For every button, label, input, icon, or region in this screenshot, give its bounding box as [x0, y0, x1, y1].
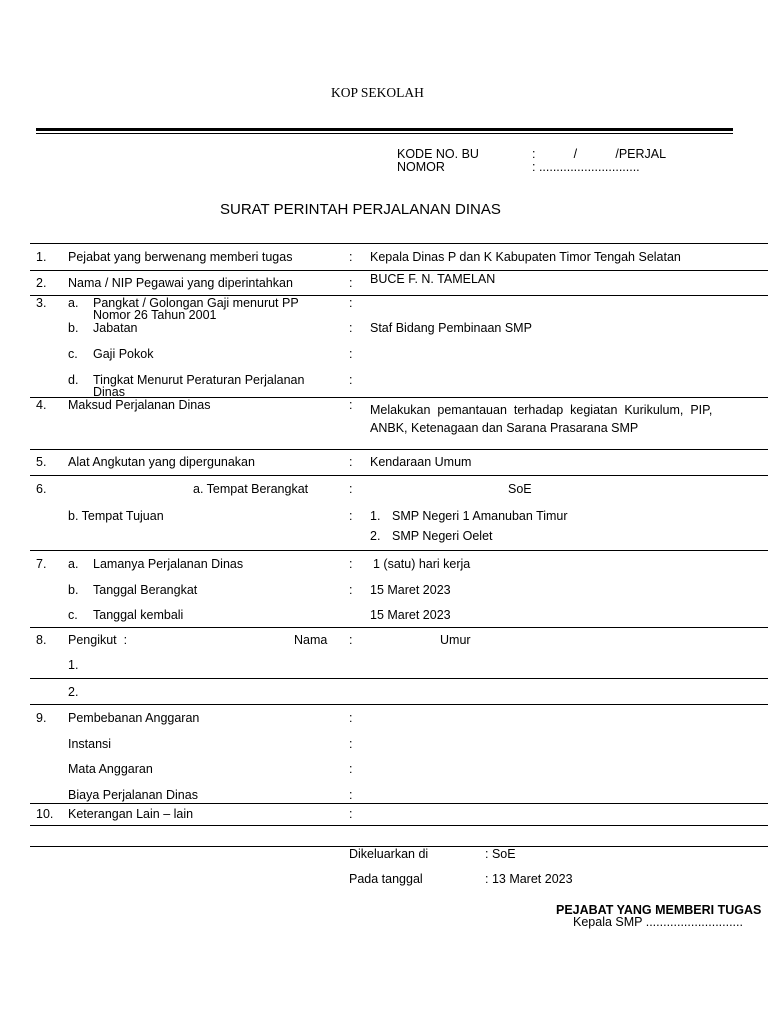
- destination-item: SMP Negeri Oelet: [392, 529, 493, 543]
- column-heading: Umur: [440, 633, 471, 647]
- colon: :: [349, 583, 353, 597]
- colon: :: [349, 557, 353, 571]
- row-divider: [30, 627, 768, 628]
- kode-value: : / /PERJAL: [532, 147, 667, 161]
- field-value: Melakukan pemantauan terhadap kegiatan Kurikulum, PIP,: [370, 403, 713, 417]
- list-number: 2.: [68, 685, 79, 699]
- field-label: Tanggal kembali: [93, 608, 184, 622]
- document-title: SURAT PERINTAH PERJALANAN DINAS: [220, 201, 501, 218]
- row-number: 5.: [36, 455, 47, 469]
- row-divider: [30, 475, 768, 476]
- field-label: Nomor 26 Tahun 2001: [93, 308, 217, 322]
- letterhead: KOP SEKOLAH: [331, 85, 424, 100]
- field-value: SoE: [508, 482, 532, 496]
- field-label: Pembebanan Anggaran: [68, 711, 200, 725]
- issued-date-label: Pada tanggal: [349, 872, 423, 886]
- header-rule-thin: [36, 133, 733, 134]
- field-label: Maksud Perjalanan Dinas: [68, 398, 211, 412]
- nomor-value: : .............................: [532, 160, 640, 174]
- field-label: Lamanya Perjalanan Dinas: [93, 557, 244, 571]
- colon: :: [349, 807, 353, 821]
- field-label: Nama / NIP Pegawai yang diperintahkan: [68, 276, 293, 290]
- sub-letter: b.: [68, 321, 79, 335]
- row-divider: [30, 704, 768, 705]
- colon: :: [349, 788, 353, 802]
- signatory-title: PEJABAT YANG MEMBERI TUGAS: [556, 903, 762, 917]
- field-value: 1 (satu) hari kerja: [373, 557, 471, 571]
- colon: :: [349, 398, 353, 412]
- field-value: 15 Maret 2023: [370, 608, 451, 622]
- field-label: Alat Angkutan yang dipergunakan: [68, 455, 255, 469]
- list-number: 2.: [370, 529, 381, 543]
- list-number: 1.: [370, 509, 381, 523]
- sub-letter: c.: [68, 347, 78, 361]
- colon: :: [349, 482, 353, 496]
- row-divider: [30, 803, 768, 804]
- colon: :: [349, 321, 353, 335]
- field-label: b. Tempat Tujuan: [68, 509, 164, 523]
- field-label: Gaji Pokok: [93, 347, 154, 361]
- field-label: a. Tempat Berangkat: [193, 482, 309, 496]
- destination-item: SMP Negeri 1 Amanuban Timur: [392, 509, 568, 523]
- issued-at-value: : SoE: [485, 847, 516, 861]
- field-value: Staf Bidang Pembinaan SMP: [370, 321, 532, 335]
- signatory-position: Kepala SMP ............................: [573, 915, 743, 929]
- field-label: Pangkat / Golongan Gaji menurut PP: [93, 296, 299, 310]
- row-number: 6.: [36, 482, 47, 496]
- colon: :: [349, 276, 353, 290]
- header-rule-thick: [36, 128, 733, 131]
- field-label: Tingkat Menurut Peraturan Perjalanan: [93, 373, 305, 387]
- row-divider: [30, 678, 768, 679]
- field-value: 15 Maret 2023: [370, 583, 451, 597]
- sub-letter: c.: [68, 608, 78, 622]
- row-number: 4.: [36, 398, 47, 412]
- field-label: Pengikut :: [68, 633, 128, 647]
- kode-label: KODE NO. BU: [397, 147, 479, 161]
- field-label: Biaya Perjalanan Dinas: [68, 788, 198, 802]
- row-number: 1.: [36, 250, 47, 264]
- colon: :: [349, 296, 353, 310]
- column-heading: Nama: [294, 633, 328, 647]
- sub-letter: a.: [68, 557, 79, 571]
- row-number: 7.: [36, 557, 47, 571]
- field-label: Mata Anggaran: [68, 762, 153, 776]
- row-divider: [30, 550, 768, 551]
- issued-date-value: : 13 Maret 2023: [485, 872, 573, 886]
- colon: :: [349, 633, 353, 647]
- sub-letter: d.: [68, 373, 79, 387]
- nomor-label: NOMOR: [397, 160, 445, 174]
- colon: :: [349, 711, 353, 725]
- colon: :: [349, 455, 353, 469]
- row-number: 8.: [36, 633, 47, 647]
- field-label: Dinas: [93, 385, 125, 399]
- colon: :: [349, 737, 353, 751]
- field-value: ANBK, Ketenagaan dan Sarana Prasarana SMP: [370, 421, 639, 435]
- colon: :: [349, 250, 353, 264]
- colon: :: [349, 373, 353, 387]
- field-label: Instansi: [68, 737, 112, 751]
- row-divider: [30, 243, 768, 244]
- field-value: Kendaraan Umum: [370, 455, 472, 469]
- row-number: 9.: [36, 711, 47, 725]
- row-number: 3.: [36, 296, 47, 310]
- field-label: Jabatan: [93, 321, 138, 335]
- colon: :: [349, 509, 353, 523]
- list-number: 1.: [68, 658, 79, 672]
- row-number: 10.: [36, 807, 54, 821]
- field-value: Kepala Dinas P dan K Kabupaten Timor Tengah Selatan: [370, 250, 681, 264]
- row-divider: [30, 270, 768, 271]
- field-label: Keterangan Lain – lain: [68, 807, 194, 821]
- field-label: Tanggal Berangkat: [93, 583, 198, 597]
- colon: :: [349, 347, 353, 361]
- sub-letter: a.: [68, 296, 79, 310]
- row-number: 2.: [36, 276, 47, 290]
- row-divider: [30, 449, 768, 450]
- row-divider: [30, 825, 768, 826]
- sub-letter: b.: [68, 583, 79, 597]
- field-label: Pejabat yang berwenang memberi tugas: [68, 250, 293, 264]
- colon: :: [349, 762, 353, 776]
- employee-name: BUCE F. N. TAMELAN: [370, 272, 496, 286]
- issued-at-label: Dikeluarkan di: [349, 847, 429, 861]
